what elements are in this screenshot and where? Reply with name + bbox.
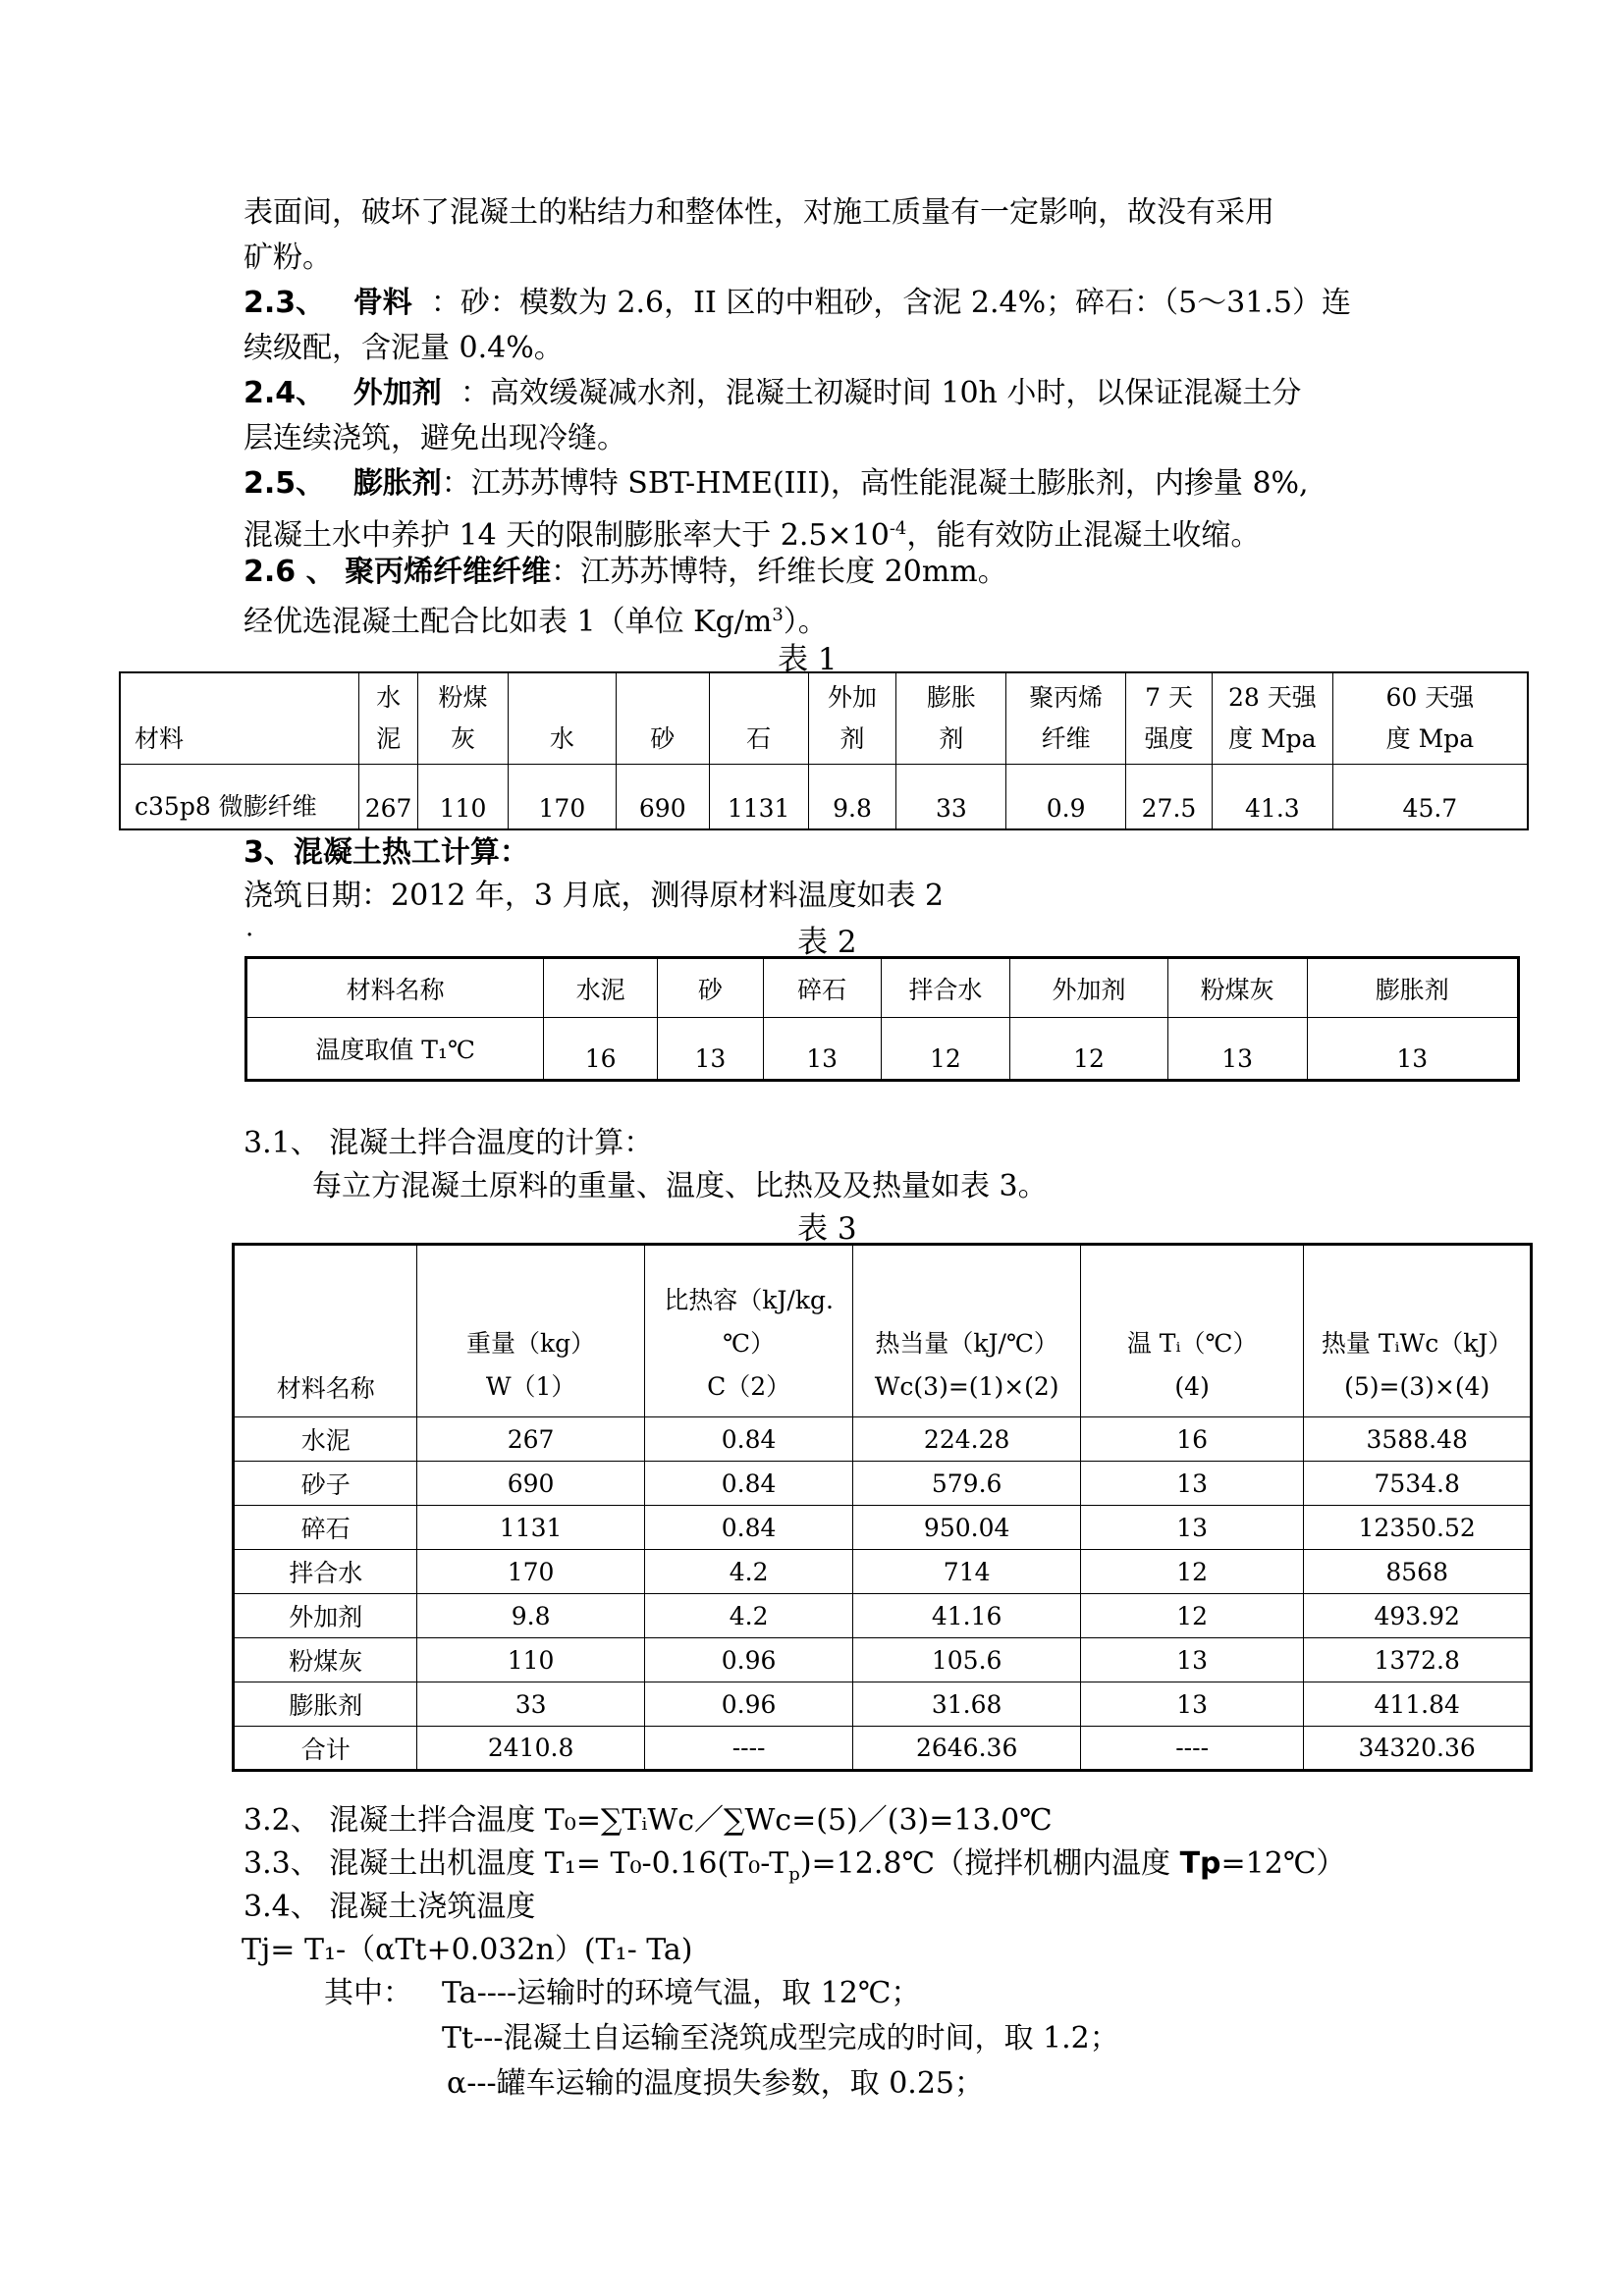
table-cell: 3588.48 — [1304, 1417, 1532, 1462]
table-row — [234, 1462, 1532, 1506]
table-cell: 12 — [1080, 1594, 1303, 1638]
table-header-cell: 砂 — [658, 958, 764, 1018]
table-header-cell: 粉煤灰 — [1167, 958, 1307, 1018]
table-cell: 579.6 — [853, 1462, 1081, 1506]
table-caption: 表 1 — [778, 642, 838, 677]
section-title: 骨料 — [352, 286, 412, 320]
table-header-cell: 外加 剂 — [808, 672, 896, 764]
table-header-cell: 材料 — [120, 672, 359, 764]
table-cell: 13 — [1167, 1018, 1307, 1081]
table-cell: 41.3 — [1212, 764, 1332, 829]
row-label: 膨胀剂 — [234, 1682, 417, 1727]
table-cell: 12350.52 — [1304, 1506, 1532, 1550]
table-header-cell: 碎石 — [763, 958, 881, 1018]
table-cell: 12 — [1080, 1550, 1303, 1594]
table-cell: 105.6 — [853, 1638, 1081, 1682]
table-header-cell: 膨胀 剂 — [896, 672, 1006, 764]
table-cell: 33 — [896, 764, 1006, 829]
table-caption: 表 2 — [797, 925, 857, 960]
row-label: 合计 — [234, 1727, 417, 1771]
mix-ratio-table — [119, 671, 1529, 830]
paragraph-line: 表面间，破坏了混凝土的粘结力和整体性，对施工质量有一定影响，故没有采用 — [244, 195, 1274, 230]
table-cell: 16 — [544, 1018, 658, 1081]
table-header-cell: 拌合水 — [881, 958, 1010, 1018]
section-3-2: 3.2、 混凝土拌合温度 T₀=∑TᵢWc／∑Wc=(5)／(3)=13.0℃ — [244, 1803, 1053, 1838]
table-row — [234, 1417, 1532, 1462]
table-header-cell: 温 Tᵢ（℃） (4) — [1080, 1245, 1303, 1417]
row-label: 碎石 — [234, 1506, 417, 1550]
section-text: ：江苏苏博特 SBT-HME(III)，高性能混凝土膨胀剂，内掺量 8%, — [441, 466, 1309, 501]
table-header-cell: 外加剂 — [1010, 958, 1168, 1018]
section-2-5 — [244, 463, 1309, 505]
paragraph-line — [244, 508, 1260, 557]
table-header-row — [120, 672, 1528, 764]
table-cell: 1372.8 — [1304, 1638, 1532, 1682]
subscript: p — [788, 1864, 800, 1885]
table-cell: 110 — [418, 764, 509, 829]
table-header-cell: 聚丙烯 纤维 — [1006, 672, 1126, 764]
table-cell: 0.84 — [644, 1462, 853, 1506]
text: ，能有效防止混凝土收缩。 — [906, 518, 1261, 553]
section-number: 2.5、 — [244, 466, 326, 501]
table-cell: 4.2 — [644, 1550, 853, 1594]
where-label: 其中： — [324, 1976, 412, 2010]
paragraph-line: 矿粉。 — [244, 240, 332, 275]
text: 经优选混凝土配合比如表 1（单位 Kg/m — [244, 605, 773, 639]
table-cell: 0.84 — [644, 1506, 853, 1550]
paragraph-line: 每立方混凝土原料的重量、温度、比热及及热量如表 3。 — [312, 1169, 1048, 1203]
table-cell: 12 — [1010, 1018, 1168, 1081]
table-cell: 170 — [508, 764, 616, 829]
table-cell: 45.7 — [1332, 764, 1528, 829]
table-cell: 16 — [1080, 1417, 1303, 1462]
table-header-cell: 砂 — [616, 672, 709, 764]
paragraph-line: 续级配，含泥量 0.4%。 — [244, 331, 564, 365]
section-title: 外加剂 — [352, 376, 442, 410]
table-header-cell: 28 天强 度 Mpa — [1212, 672, 1332, 764]
table-cell: 950.04 — [853, 1506, 1081, 1550]
table-cell: 13 — [1307, 1018, 1519, 1081]
table-cell: 31.68 — [853, 1682, 1081, 1727]
row-label: 温度取值 T₁℃ — [246, 1018, 544, 1081]
table-row — [234, 1506, 1532, 1550]
formula: Tj= T₁-（αTt+0.032n）(T₁- Ta) — [242, 1933, 693, 1967]
paragraph-line: 浇筑日期：2012 年，3 月底，测得原材料温度如表 2 — [244, 879, 945, 913]
section-title: 聚丙烯纤维纤维 — [345, 555, 552, 589]
table-header-cell: 材料名称 — [234, 1245, 417, 1417]
table-cell: 0.84 — [644, 1417, 853, 1462]
table-row — [234, 1550, 1532, 1594]
table-header-cell: 重量（kg） W（1） — [417, 1245, 644, 1417]
table-cell: 0.9 — [1006, 764, 1126, 829]
table-header-cell: 水 泥 — [359, 672, 418, 764]
table-header-cell: 比热容（kJ/kg. ℃） C（2） — [644, 1245, 853, 1417]
section-3-1: 3.1、 混凝土拌合温度的计算： — [244, 1126, 654, 1160]
table-header-cell: 粉煤 灰 — [418, 672, 509, 764]
heat-calculation-table — [232, 1243, 1533, 1772]
section-3-title: 3、混凝土热工计算： — [244, 835, 529, 870]
text: 混凝土水中养护 14 天的限制膨胀率大于 2.5×10 — [244, 518, 890, 553]
table-header-cell: 水 — [508, 672, 616, 764]
section-2-4 — [244, 373, 1301, 414]
definition-ta: Ta----运输时的环境气温，取 12℃； — [442, 1976, 921, 2010]
table-cell: 7534.8 — [1304, 1462, 1532, 1506]
table-header-cell: 膨胀剂 — [1307, 958, 1519, 1018]
dot: . — [245, 913, 254, 942]
paragraph-line: 层连续浇筑，避免出现冷缝。 — [244, 421, 626, 455]
table-caption: 表 3 — [797, 1211, 857, 1247]
table-cell: 9.8 — [417, 1594, 644, 1638]
paragraph-line — [244, 595, 828, 643]
table-header-cell: 石 — [709, 672, 808, 764]
section-text: ：砂：模数为 2.6，II 区的中粗砂，含泥 2.4%；碎石：（5～31.5）连 — [430, 286, 1351, 320]
table-cell: 2646.36 — [853, 1727, 1081, 1771]
section-text: ：高效缓凝减水剂，混凝土初凝时间 10h 小时，以保证混凝土分 — [460, 376, 1302, 410]
table-cell: 0.96 — [644, 1682, 853, 1727]
table-cell: 690 — [616, 764, 709, 829]
text: 3.3、 混凝土出机温度 T₁= T₀-0.16(T₀- — [244, 1846, 770, 1881]
row-label: 水泥 — [234, 1417, 417, 1462]
table-cell: 13 — [1080, 1682, 1303, 1727]
table-cell: 110 — [417, 1638, 644, 1682]
table-cell: 8568 — [1304, 1550, 1532, 1594]
section-number: 2.4、 — [244, 376, 326, 410]
table-cell: 493.92 — [1304, 1594, 1532, 1638]
table-cell: 9.8 — [808, 764, 896, 829]
table-cell: 1131 — [709, 764, 808, 829]
table-header-cell: 热量 TᵢWc（kJ） (5)=(3)×(4) — [1304, 1245, 1532, 1417]
table-row — [234, 1638, 1532, 1682]
table-cell: 33 — [417, 1682, 644, 1727]
row-label: 砂子 — [234, 1462, 417, 1506]
table-cell: 13 — [763, 1018, 881, 1081]
table-cell: 27.5 — [1126, 764, 1213, 829]
section-3-4: 3.4、 混凝土浇筑温度 — [244, 1890, 536, 1924]
section-title: 膨胀剂 — [352, 466, 442, 501]
table-row — [246, 1018, 1519, 1081]
text: ）。 — [783, 605, 828, 639]
table-cell: ---- — [1080, 1727, 1303, 1771]
table-header-row — [234, 1245, 1532, 1417]
table-header-cell: 7 天 强度 — [1126, 672, 1213, 764]
section-2-6 — [244, 552, 1007, 593]
table-cell: 1131 — [417, 1506, 644, 1550]
table-cell: 13 — [1080, 1462, 1303, 1506]
text: =12℃） — [1220, 1846, 1346, 1881]
table-row — [234, 1727, 1532, 1771]
table-header-row — [246, 958, 1519, 1018]
table-cell: 4.2 — [644, 1594, 853, 1638]
table-cell: 690 — [417, 1462, 644, 1506]
table-cell: 34320.36 — [1304, 1727, 1532, 1771]
section-number: 2.3、 — [244, 286, 326, 320]
table-row — [120, 764, 1528, 829]
table-cell: 224.28 — [853, 1417, 1081, 1462]
definition-tt: Tt---混凝土自运输至浇筑成型完成的时间，取 1.2； — [442, 2021, 1119, 2056]
material-temperature-table — [244, 956, 1520, 1082]
table-cell: 13 — [1080, 1506, 1303, 1550]
table-cell: c35p8 微膨纤维 — [120, 764, 359, 829]
table-row — [234, 1594, 1532, 1638]
text: )=12.8℃（搅拌机棚内温度 — [799, 1846, 1180, 1881]
table-cell: 411.84 — [1304, 1682, 1532, 1727]
table-cell: 13 — [658, 1018, 764, 1081]
table-cell: 267 — [359, 764, 418, 829]
definition-alpha: α---罐车运输的温度损失参数，取 0.25； — [447, 2066, 985, 2101]
table-cell: 2410.8 — [417, 1727, 644, 1771]
table-cell: 170 — [417, 1550, 644, 1594]
row-label: 拌合水 — [234, 1550, 417, 1594]
table-row — [234, 1682, 1532, 1727]
section-text: ：江苏苏博特，纤维长度 20mm。 — [551, 555, 1007, 589]
row-label: 外加剂 — [234, 1594, 417, 1638]
table-cell: 0.96 — [644, 1638, 853, 1682]
superscript: 3 — [772, 605, 784, 625]
table-cell: 714 — [853, 1550, 1081, 1594]
table-header-cell: 材料名称 — [246, 958, 544, 1018]
row-label: 粉煤灰 — [234, 1638, 417, 1682]
table-cell: ---- — [644, 1727, 853, 1771]
table-cell: 41.16 — [853, 1594, 1081, 1638]
section-2-3 — [244, 283, 1351, 324]
table-cell: 13 — [1080, 1638, 1303, 1682]
table-cell: 267 — [417, 1417, 644, 1462]
table-header-cell: 60 天强 度 Mpa — [1332, 672, 1528, 764]
superscript: -4 — [889, 518, 907, 539]
table-cell: 12 — [881, 1018, 1010, 1081]
text: T — [769, 1846, 789, 1881]
table-header-cell: 热当量（kJ/℃） Wc(3)=(1)×(2) — [853, 1245, 1081, 1417]
table-header-cell: 水泥 — [544, 958, 658, 1018]
text: Tp — [1179, 1846, 1221, 1881]
section-number: 2.6 、 — [244, 555, 336, 589]
